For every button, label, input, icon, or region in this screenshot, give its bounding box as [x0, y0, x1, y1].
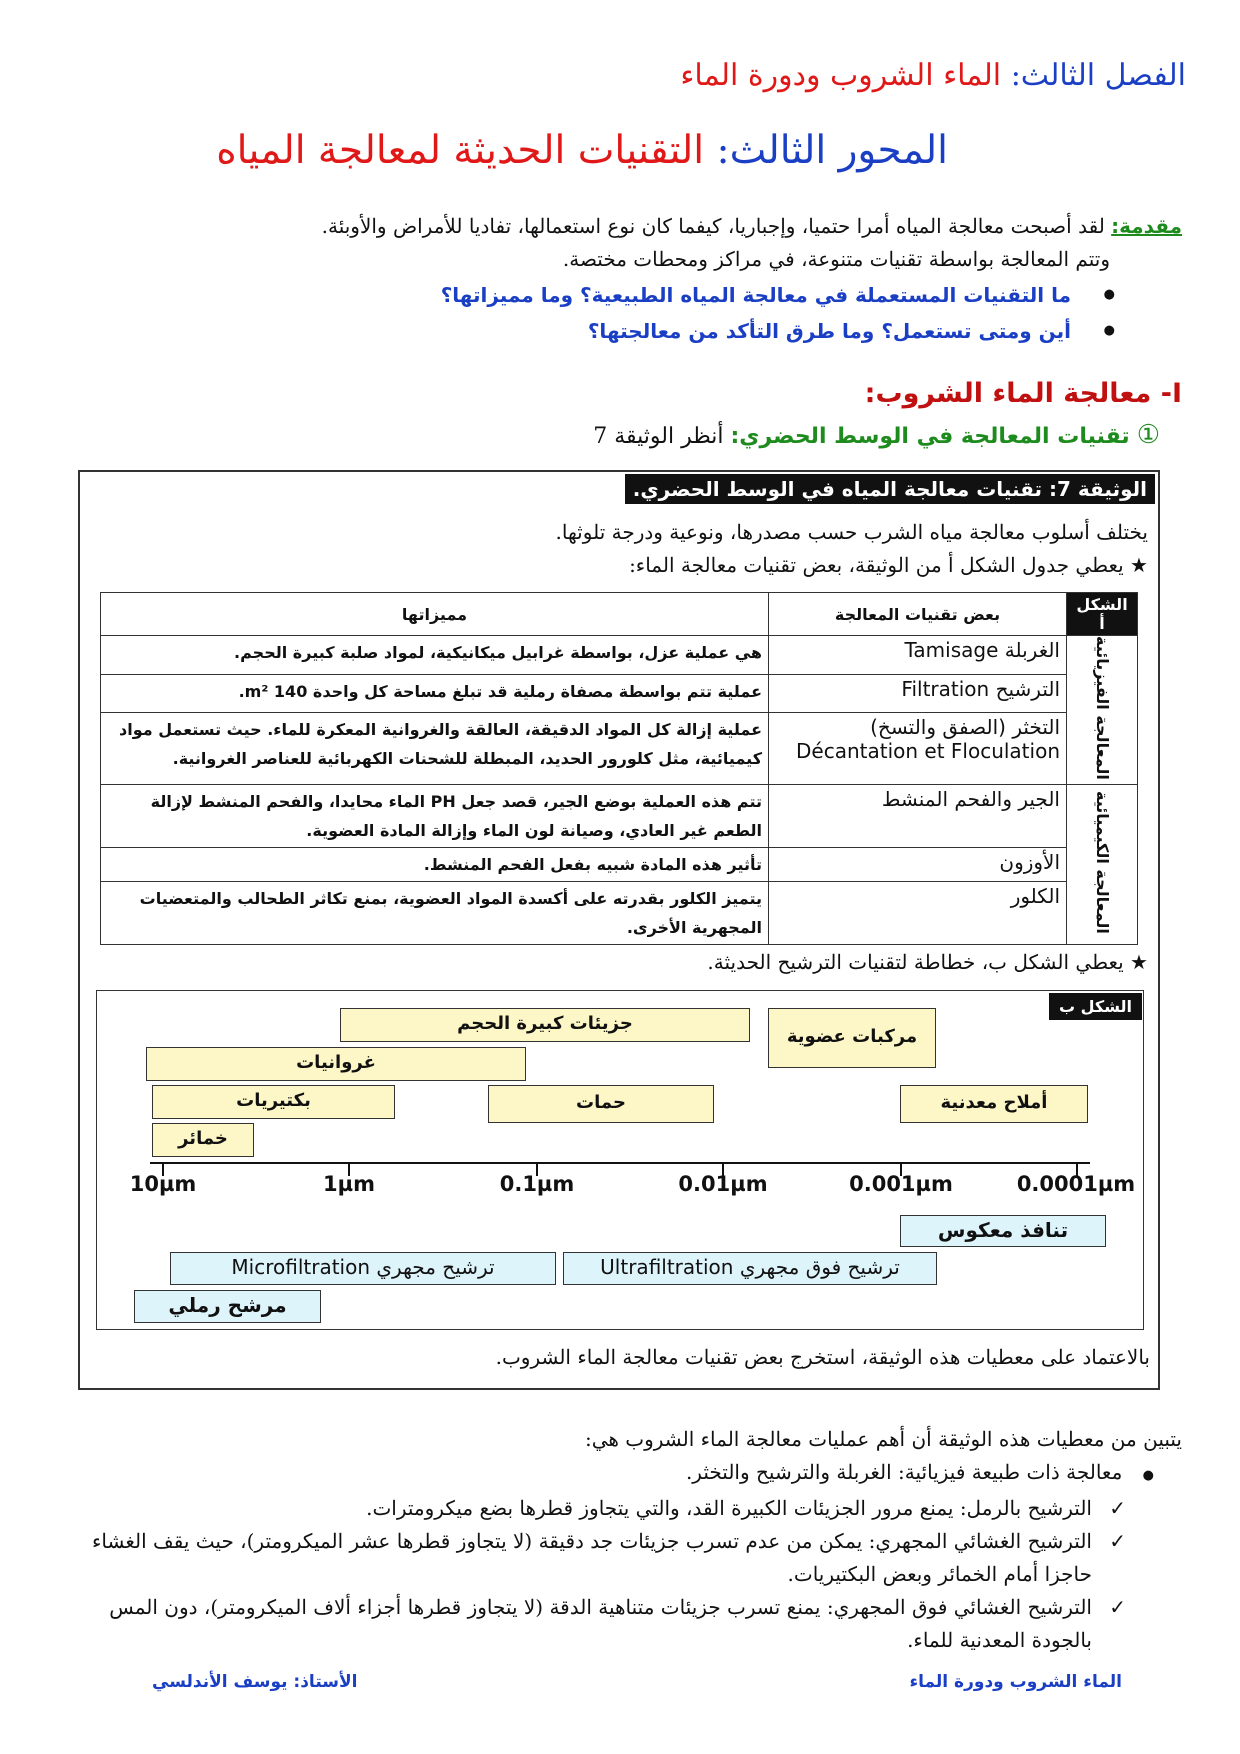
- axis-heading: [216, 128, 948, 173]
- axis-title: التقنيات الحديثة لمعالجة المياه: [216, 128, 705, 173]
- technique-bar-label: تنافذ معكوس: [937, 1218, 1069, 1242]
- technique-bar-sand-filter: [134, 1290, 321, 1323]
- axis-tick-label: 0.1µm: [499, 1172, 575, 1196]
- section-title: معالجة الماء الشروب:: [864, 378, 1152, 409]
- particle-bar-bacteria: بكتيريات: [152, 1085, 395, 1119]
- intro-line-2: وتتم المعالجة بواسطة تقنيات متنوعة، في مراكز ومحطات مختصة.: [562, 247, 1110, 271]
- features-cell: عملية تتم بواسطة مصفاة رملية قد تبلغ مساحة كل واحدة 140 m².: [101, 674, 769, 713]
- conclusion-bullet: [52, 1456, 1182, 1492]
- particle-bar-viruses: حمات: [488, 1085, 714, 1123]
- table-row: [101, 784, 1138, 847]
- particle-bar-large: جزيئات كبيرة الحجم: [340, 1008, 750, 1042]
- axis-tick-label: 0.0001µm: [1016, 1172, 1136, 1196]
- shape-a-label: الشكل أ: [1067, 593, 1138, 636]
- footer-teacher: الأستاذ: يوسف الأندلسي: [152, 1672, 358, 1692]
- footer-course: الماء الشروب ودورة الماء: [909, 1672, 1122, 1692]
- category-chemical: [1067, 784, 1138, 944]
- axis-tick-label: 10µm: [129, 1172, 197, 1196]
- particle-bar-salts: أملاح معدنية: [900, 1085, 1088, 1123]
- axis-tick-label: 1µm: [323, 1172, 375, 1196]
- intro-label: مقدمة:: [1111, 214, 1182, 238]
- document-line-2: ★ يعطي جدول الشكل أ من الوثيقة، بعض تقنيات معالجة الماء:: [629, 553, 1148, 577]
- technique-cell: التخثر (الصفق والتسخ) Décantation et Floculation: [769, 713, 1067, 785]
- conclusion-line-1: يتبين من معطيات هذه الوثيقة أن أهم عمليات معالجة الماء الشروب هي:: [584, 1427, 1182, 1451]
- intro-line-1: لقد أصبحت معالجة المياه أمرا حتميا، وإجباريا، كيفما كان نوع استعمالها، تفاديا للأمراض والأوبئة.: [321, 214, 1105, 238]
- subsection-number: ①: [1136, 420, 1160, 450]
- technique-bar-label: مرشح رملي: [168, 1293, 287, 1317]
- bullet-icon: ●: [1142, 1468, 1154, 1483]
- technique-bar-ultrafiltration: ترشيح فوق مجهري Ultrafiltration: [563, 1252, 937, 1285]
- col-features-header: مميزاتها: [101, 593, 769, 636]
- document-line-3: ★ يعطي الشكل ب، خطاطة لتقنيات الترشيح الحديثة.: [707, 950, 1148, 974]
- axis-tick-label: 0.01µm: [678, 1172, 768, 1196]
- conclusion-bullet-text: معالجة ذات طبيعة فيزيائية: الغربلة والترشيح والتخثر.: [685, 1460, 1123, 1484]
- technique-cell: الجير والفحم المنشط: [769, 784, 1067, 847]
- table-row: [101, 847, 1138, 881]
- section-heading: [865, 378, 1182, 409]
- check-item: ✓ الترشيح الغشائي المجهري: يمكن من عدم تسرب جزيئات جد دقيقة (لا يتجاوز قطرها عشر الميكرومتر)، حيث يقف الغشاء حاجزا أمام الخمائر وبعض البكتيريات.: [52, 1525, 1128, 1591]
- intro-paragraph: [102, 210, 1182, 276]
- size-axis-line: [150, 1162, 1090, 1164]
- axis-label: المحور الثالث:: [716, 128, 948, 173]
- technique-bar-reverse-osmosis: [900, 1215, 1106, 1247]
- check-item: ✓ الترشيح الغشائي فوق المجهري: يمنع تسرب جزيئات متناهية الدقة (لا يتجاوز قطرها أجزاء ألاف الميكرومتر)، دون المس بالجودة المعدنية للماء.: [52, 1591, 1128, 1657]
- features-cell: عملية إزالة كل المواد الدقيقة، العالقة والغروانية المعكرة للماء. حيث تستعمل مواد كيميائية، مثل كلورور الحديد، المبطلة للشحنات الكهربائية للعناصر الغروانية.: [101, 713, 769, 785]
- category-physical: [1067, 636, 1138, 785]
- features-cell: يتميز الكلور بقدرته على أكسدة المواد العضوية، بمنع تكاثر الطحالب والمتعضيات المجهرية الأخرى.: [101, 881, 769, 944]
- question-item: ● ما التقنيات المستعملة في معالجة المياه الطبيعية؟ وما مميزاتها؟: [165, 277, 1115, 313]
- document-question: بالاعتماد على معطيات هذه الوثيقة، استخرج بعض تقنيات معالجة الماء الشروب.: [495, 1345, 1150, 1369]
- table-row: [101, 713, 1138, 785]
- subsection-ref: أنظر الوثيقة 7: [593, 424, 724, 449]
- chapter-heading: [680, 58, 1186, 93]
- subsection-title: تقنيات المعالجة في الوسط الحضري:: [730, 424, 1130, 449]
- question-item: ● أين ومتى تستعمل؟ وما طرق التأكد من معالجتها؟: [165, 313, 1115, 349]
- table-row: [101, 636, 1138, 675]
- shape-b-label: الشكل ب: [1049, 993, 1142, 1020]
- chapter-label: الفصل الثالث:: [1010, 58, 1186, 93]
- section-number: I-: [1160, 378, 1182, 409]
- check-item: ✓ الترشيح بالرمل: يمنع مرور الجزيئات الكبيرة القد، والتي يتجاوز قطرها بضع ميكرومترات.: [52, 1492, 1128, 1525]
- features-cell: تأثير هذه المادة شبيه بفعل الفحم المنشط.: [101, 847, 769, 881]
- techniques-table: [100, 592, 1138, 945]
- particle-bar-yeasts: خمائر: [152, 1123, 254, 1157]
- technique-cell: الغربلة Tamisage: [769, 636, 1067, 675]
- category-chemical-label: المعالجة الكيميائية: [1093, 790, 1112, 934]
- features-cell: تتم هذه العملية بوضع الجير، قصد جعل PH الماء محايدا، والفحم المنشط لإزالة الطعم غير العادي، وصيانة لون الماء وإزالة المادة العضوية.: [101, 784, 769, 847]
- technique-bar-microfiltration: ترشيح مجهري Microfiltration: [170, 1252, 556, 1285]
- technique-cell: الكلور: [769, 881, 1067, 944]
- category-physical-label: المعالجة الفيزيائية: [1093, 636, 1112, 780]
- axis-tick-label: 0.001µm: [849, 1172, 953, 1196]
- particle-bar-organic: مركبات عضوية: [768, 1008, 936, 1068]
- particle-bar-colloids: غروانيات: [146, 1047, 526, 1081]
- table-row: [101, 674, 1138, 713]
- technique-cell: الأوزون: [769, 847, 1067, 881]
- chapter-title: الماء الشروب ودورة الماء: [680, 58, 1002, 93]
- document-title: الوثيقة 7: تقنيات معالجة المياه في الوسط الحضري.: [625, 474, 1155, 504]
- table-row: [101, 881, 1138, 944]
- conclusion-checks: [52, 1492, 1182, 1657]
- technique-cell: الترشيح Filtration: [769, 674, 1067, 713]
- conclusion: [52, 1423, 1182, 1657]
- document-line-1: يختلف أسلوب معالجة مياه الشرب حسب مصدرها، ونوعية ودرجة تلوثها.: [555, 520, 1148, 544]
- col-technique-header: بعض تقنيات المعالجة: [769, 593, 1067, 636]
- intro-questions: [165, 277, 1115, 349]
- subsection-heading: [593, 420, 1160, 450]
- features-cell: هي عملية عزل، بواسطة غرابيل ميكانيكية، لمواد صلبة كبيرة الحجم.: [101, 636, 769, 675]
